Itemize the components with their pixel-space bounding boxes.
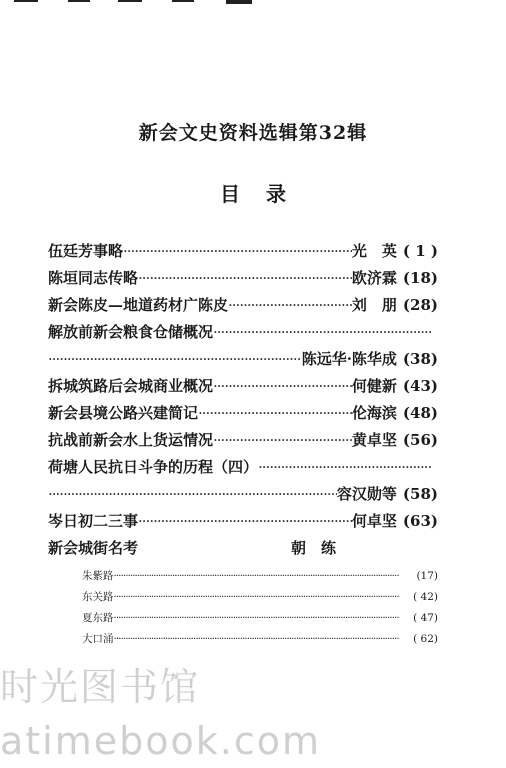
toc-entry[interactable] — [48, 535, 438, 562]
entry-title: 陈垣同志传略 — [48, 269, 139, 287]
leader-dots — [138, 508, 352, 535]
edge-mark — [118, 0, 142, 2]
entry-title: 新会陈皮—地道药材广陈皮 — [48, 296, 229, 314]
book-title: 新会文史资料选辑第32辑 — [138, 122, 368, 144]
leader-dots — [213, 427, 352, 454]
entry-author: 陈远华·陈华成 — [301, 350, 397, 368]
toc-entry[interactable] — [48, 292, 438, 319]
leader-dots — [114, 608, 414, 629]
leader-dots — [48, 481, 337, 508]
watermark-brand: 时光图书馆 — [0, 665, 201, 709]
entry-title: 解放前新会粮食仓储概况 — [48, 323, 214, 341]
entry-author: 伦海滨 — [351, 404, 397, 422]
leader-dots — [213, 319, 432, 346]
entry-author: 黄卓坚 — [351, 431, 397, 449]
table-of-contents — [48, 238, 438, 650]
edge-mark — [68, 0, 90, 2]
entry-title: 抗战前新会水上货运情况 — [48, 431, 214, 449]
entry-title: 荷塘人民抗日斗争的历程（四） — [48, 458, 259, 476]
leader-dots — [123, 238, 352, 265]
sub-entry-title: 东关路 — [82, 591, 114, 603]
toc-entry-continuation[interactable] — [48, 346, 438, 373]
leader-dots — [258, 454, 432, 481]
entry-title: 新会县境公路兴建简记 — [48, 404, 199, 422]
sub-entry-page: ( 42) — [413, 591, 438, 603]
sub-entry-page: (17) — [416, 570, 438, 582]
toc-entry[interactable] — [48, 454, 438, 481]
leader-dots — [228, 292, 352, 319]
sub-entry[interactable] — [48, 587, 438, 608]
entry-page: (43) — [402, 377, 438, 395]
toc-entry[interactable] — [48, 373, 438, 400]
toc-entry[interactable] — [48, 319, 438, 346]
entry-page: (63) — [402, 512, 438, 530]
edge-mark — [226, 0, 252, 4]
top-edge-marks — [0, 0, 506, 6]
entry-title: 新会城街名考 — [48, 539, 139, 557]
edge-mark — [14, 0, 38, 2]
entry-author: 何卓坚 — [351, 512, 397, 530]
sub-entry[interactable] — [48, 566, 438, 587]
entry-page: (38) — [402, 350, 438, 368]
entry-page: (56) — [402, 431, 438, 449]
sub-entry-page: ( 47) — [413, 612, 438, 624]
entry-author: 刘 朋 — [351, 296, 397, 314]
leader-dots — [114, 629, 414, 650]
entry-author: 容汉勋等 — [336, 485, 397, 503]
entry-page: (18) — [402, 269, 438, 287]
sub-entry[interactable] — [48, 629, 438, 650]
sub-entry-title: 夏东路 — [82, 612, 114, 624]
watermark-url: atimebook.com — [0, 719, 322, 763]
entry-title: 岑日初二三事 — [48, 512, 139, 530]
entry-author: 朝 练 — [290, 539, 336, 557]
toc-entry[interactable] — [48, 400, 438, 427]
entry-author: 何健新 — [351, 377, 397, 395]
watermark — [0, 660, 506, 768]
toc-entry[interactable] — [48, 508, 438, 535]
entry-title: 拆城筑路后会城商业概况 — [48, 377, 214, 395]
leader-dots — [213, 373, 352, 400]
edge-mark — [172, 0, 194, 2]
leader-dots — [198, 400, 352, 427]
toc-entry[interactable] — [48, 265, 438, 292]
toc-entry[interactable] — [48, 238, 438, 265]
sub-entry-title: 大口涌 — [82, 633, 114, 645]
entry-author: 欧济霖 — [351, 269, 397, 287]
sub-entry-page: ( 62) — [413, 633, 438, 645]
leader-dots — [48, 346, 302, 373]
contents-heading: 目录 — [220, 182, 312, 206]
entry-page: (48) — [402, 404, 438, 422]
entry-page: ( 1 ) — [402, 242, 438, 260]
leader-dots — [138, 265, 352, 292]
toc-entry-continuation[interactable] — [48, 481, 438, 508]
entry-page: (28) — [402, 296, 438, 314]
toc-entry[interactable] — [48, 427, 438, 454]
sub-entry[interactable] — [48, 608, 438, 629]
entry-title: 伍廷芳事略 — [48, 242, 124, 260]
entry-page: (58) — [402, 485, 438, 503]
leader-dots — [114, 566, 417, 587]
leader-dots — [114, 587, 414, 608]
entry-author: 光 英 — [351, 242, 397, 260]
sub-entry-title: 朱紫路 — [82, 570, 114, 582]
